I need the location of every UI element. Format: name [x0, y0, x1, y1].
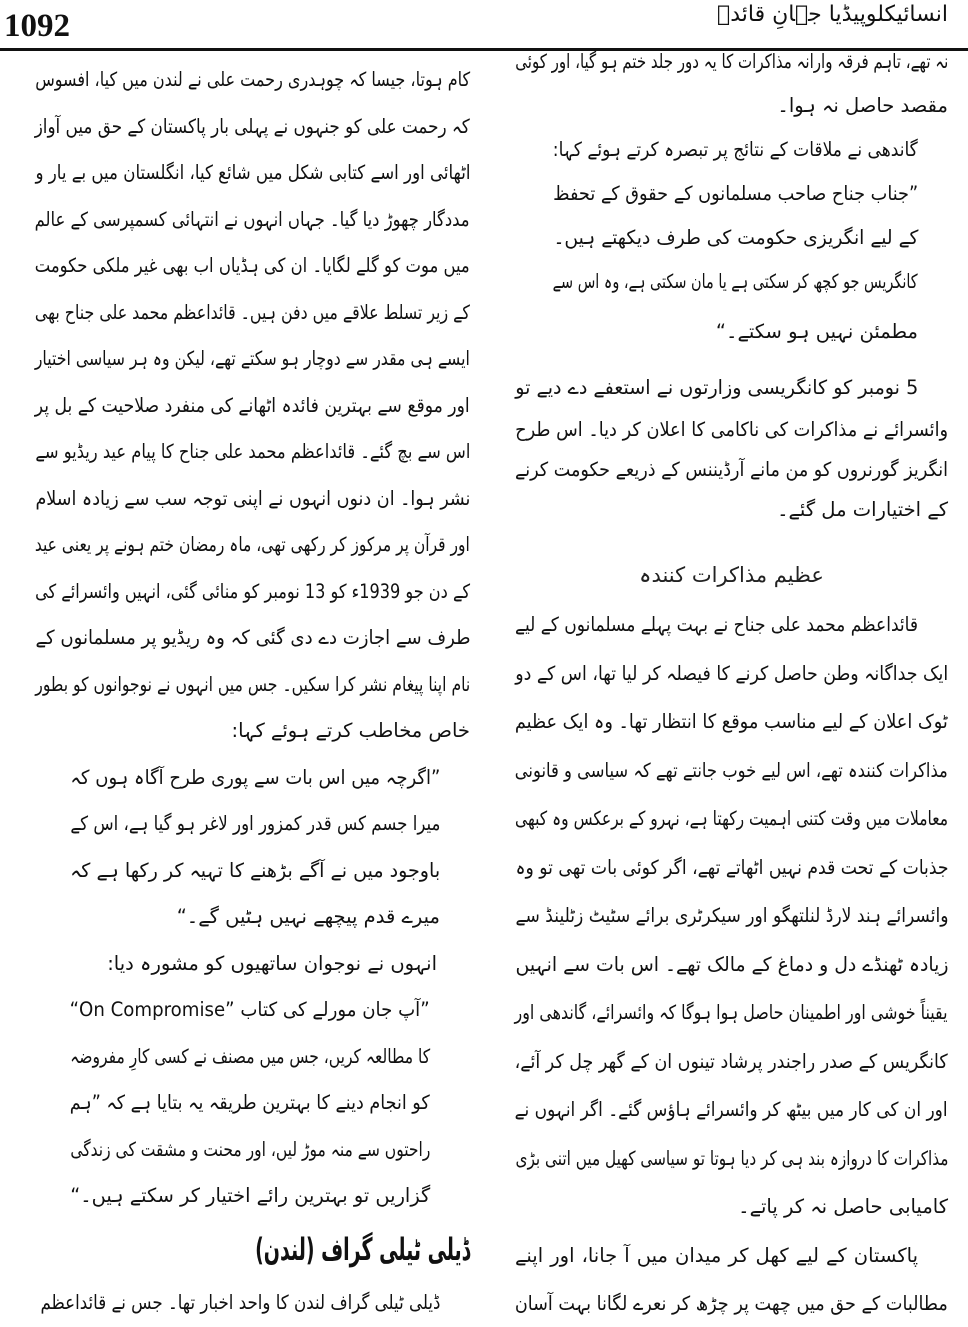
line-text: خاص مخاطب کرتے ہوئے کہا:: [231, 719, 470, 742]
line-text: معاملات میں وقت کتنی اہمیت رکھتا ہے، نہرو کے برعکس وہ کبھی: [515, 807, 948, 830]
right-column-line: [515, 1142, 948, 1176]
line-text: کا مطالعہ کریں، جس میں مصنف نے کسی کارِ مفروضہ: [69, 1044, 430, 1068]
line-text: انگریز گورنروں کو من مانے آرڈیننس کے ذریعے حکومت کرنے: [514, 458, 948, 481]
line-text: کے لیے انگریزی حکومت کی طرف دیکھتے ہیں۔: [552, 226, 918, 249]
right-column-line: [515, 996, 948, 1030]
line-text: ٹوک اعلان کے لیے مناسب موقع کا انتظار تھا۔ وہ ایک عظیم: [515, 710, 948, 733]
right-column-line: [553, 265, 918, 299]
line-text: گزاریں تو بہترین رائے اختیار کر سکتے ہیں۔“: [69, 1184, 430, 1207]
line-text: یقیناً خوشی اور اطمینان حاصل ہوا ہوگا کہ وائسرائے، گاندھی اور: [514, 1001, 948, 1024]
line-text: اٹھائی اور اسے کتابی شکل میں شائع کیا، انگلستان میں بے یار و: [35, 161, 470, 184]
line-text: زیادہ ٹھنڈے دل و دماغ کے مالک تھے۔ اس بات سے انہیں: [515, 952, 948, 976]
left-column-line: [35, 528, 470, 562]
line-text: کانگریس کے صدر راجندر پرشاد تینوں ان کے گھر چل کر آئے،: [514, 1049, 948, 1073]
line-text: پاکستان کے لیے کھل کر میدان میں آ جانا، اور اپنے: [515, 1243, 918, 1267]
left-column-line: [70, 900, 440, 934]
right-column-line: [553, 315, 918, 349]
left-column-line: [35, 110, 470, 144]
line-text: وائسرائے نے مذاکرات کی ناکامی کا اعلان کر دیا۔ اس طرح: [515, 418, 948, 441]
line-text: انہوں نے نوجوان ساتھیوں کو مشورہ دیا:: [107, 951, 437, 975]
left-column-line: [70, 947, 437, 981]
left-column-line: [70, 1040, 430, 1074]
right-column-line: [515, 493, 948, 527]
left-column-line: [35, 389, 470, 423]
line-text: گاندھی نے ملاقات کے نتائج پر تبصرہ کرتے ہوئے کہا:: [552, 138, 918, 161]
right-column-line: [515, 899, 948, 933]
line-text: نشر ہوا۔ ان دنوں انہوں نے اپنی توجہ سب سے زیادہ اسلام: [34, 486, 470, 510]
line-text: ڈیلی ٹیلی گراف لندن کا واحد اخبار تھا۔ جس نے قائداعظم: [39, 1291, 440, 1314]
line-text: جذبات کے تحت قدم نہیں اٹھاتے تھے، اگر کوئی بات تھی تو وہ: [515, 855, 948, 879]
line-text: اور ان کی کار میں بیٹھ کر وائسرائے ہاؤس گئے۔ اگر انہوں نے: [515, 1098, 948, 1121]
line-text: ایسے ہی مقدر سے دوچار ہو سکتے تھے، لیکن وہ ہر سیاسی اختیار: [34, 347, 470, 370]
right-column-line: [515, 657, 948, 691]
line-text: قائداعظم محمد علی جناح نے بہت پہلے مسلمانوں کے لیے: [515, 613, 918, 636]
left-column-line: [70, 1086, 430, 1120]
left-column-line: [35, 342, 470, 376]
line-text: نام اپنا پیغام نشر کرا سکیں۔ جس میں انہوں نے نوجوانوں کو بطور: [34, 672, 470, 696]
line-text: ”جناب جناح صاحب مسلمانوں کے حقوق کے تحفظ: [552, 182, 918, 205]
line-text: میں موت کو گلے لگایا۔ ان کی ہڈیاں اب بھی غیر ملکی حکومت: [35, 254, 470, 277]
left-column-line: [35, 203, 470, 237]
line-text: نہ تھے، تاہم فرقہ وارانہ مذاکرات کا یہ دور جلد ختم ہو گیا، اور کوئی: [514, 50, 948, 73]
line-text: وائسرائے ہند لارڈ لنلتھگو اور سیکرٹری برائے سٹیٹ زٹلینڈ سے: [515, 904, 948, 927]
line-text: اس سے بچ گئے۔ قائداعظم محمد علی جناح کا پیام عید ریڈیو سے: [34, 440, 470, 463]
right-column-line: [515, 453, 948, 487]
right-column-line: [515, 1287, 948, 1321]
section-heading-large: [255, 1227, 470, 1273]
line-text: کے دن جو 1939ء کو 13 نومبر کو منائی گئی، انہیں وائسرائے کی: [34, 579, 470, 603]
left-column-line: [70, 1179, 430, 1213]
right-column-line: [515, 1190, 948, 1224]
running-header-title: انسائیکلوپیڈیا جہانِ قائدؒ: [717, 2, 948, 27]
line-text: کامیابی حاصل نہ کر پاتے۔: [738, 1195, 948, 1218]
line-text: کے زیر تسلط علاقے میں دفن ہیں۔ قائداعظم محمد علی جناح بھی: [35, 300, 470, 324]
right-column-line: [553, 133, 918, 167]
left-column-line: [35, 575, 470, 609]
right-column-line: [515, 754, 948, 788]
left-column-line: [35, 249, 470, 283]
line-text: اور موقع سے بہترین فائدہ اٹھانے کی منفرد صلاحیت کے بل پر: [34, 393, 470, 417]
right-column-line: [515, 851, 948, 885]
left-column-line: [35, 668, 470, 702]
line-text: مددگار چھوڑ دیا گیا۔ جہاں انہوں نے انتہائی کسمپرسی کے عالم: [35, 207, 470, 231]
line-text: کام ہوتا، جیسا کہ چوہدری رحمت علی نے لندن میں کیا، افسوس: [35, 68, 470, 91]
right-column-line: [553, 221, 918, 255]
right-column-line: [515, 1093, 948, 1127]
left-column-line: [35, 296, 470, 330]
right-column-line: [553, 177, 918, 211]
left-column-line: [35, 63, 470, 97]
left-column-line: [70, 854, 440, 888]
line-text: میرا جسم کس قدر کمزور اور لاغر ہو گیا ہے، اس کے: [70, 812, 440, 835]
line-text: طرف سے اجازت دے دی گئی کہ وہ ریڈیو پر مسلمانوں کے: [34, 626, 470, 649]
left-column-line: [35, 435, 470, 469]
line-text: ”اگرچہ میں اس بات سے پوری طرح آگاہ ہوں کہ: [69, 765, 440, 789]
line-text: راحتوں سے منہ موڑ لیں، اور محنت و مشقت کی زندگی: [70, 1137, 430, 1161]
left-column-line: [70, 761, 440, 795]
right-column-line: [515, 608, 918, 642]
line-text: کے اختیارات مل گئے۔: [777, 498, 948, 521]
right-column-line: [515, 705, 948, 739]
right-column-line: [515, 45, 948, 79]
line-text: مذاکرات کا دروازہ بند ہی کر دیا ہوتا تو سیاسی کھیل میں اتنی بڑی: [515, 1146, 948, 1170]
left-column-line: [40, 1286, 440, 1320]
right-column-line: [515, 1045, 948, 1079]
right-column-line: [515, 802, 948, 836]
right-column-line: [515, 1239, 918, 1273]
left-column-line: [70, 1133, 430, 1167]
line-text: 5 نومبر کو کانگریسی وزارتوں نے استعفے دے دیے تو: [515, 376, 918, 399]
section-heading: [515, 558, 948, 592]
right-column-line: [515, 89, 948, 123]
line-text: کو انجام دینے کا بہترین طریقہ یہ بتایا ہے کہ ”ہم: [69, 1091, 430, 1114]
left-column-line: [35, 156, 470, 190]
left-column-line: [70, 993, 430, 1027]
left-column-line: [35, 714, 470, 748]
left-column-line: [70, 807, 440, 841]
left-column-line: [35, 621, 470, 655]
line-text: مقصد حاصل نہ ہوا۔: [777, 94, 948, 117]
line-text: ”آپ جان مورلے کی کتاب ”On Compromise“: [69, 998, 430, 1021]
line-text: مطالبات کے حق میں چھت پر چڑھ کر نعرے لگانا بہت آسان: [515, 1292, 948, 1315]
line-text: کانگریس جو کچھ کر سکتی ہے یا مان سکتی ہے، وہ اس سے: [552, 270, 918, 293]
left-column-line: [35, 482, 470, 516]
right-column-line: [515, 948, 948, 982]
right-column-line: [515, 371, 918, 405]
line-text: کہ رحمت علی کو جنہوں نے پہلی بار پاکستان کے حق میں آواز: [34, 114, 470, 138]
right-column-line: [515, 413, 948, 447]
line-text: عظیم مذاکرات کنندہ: [639, 563, 824, 587]
page-number: 1092: [4, 8, 70, 44]
line-text: ایک جداگانہ وطن حاصل کرنے کا فیصلہ کر لیا تھا، اس کے دو: [515, 661, 948, 685]
line-text: مذاکرات کنندہ تھے، اس لیے خوب جانتے تھے کہ سیاسی و قانونی: [514, 758, 948, 782]
line-text: میرے قدم پیچھے نہیں ہٹیں گے۔“: [176, 905, 440, 928]
line-text: مطمئن نہیں ہو سکتے۔“: [715, 320, 918, 343]
line-text: باوجود میں نے آگے بڑھنے کا تہیہ کر رکھا ہے کہ: [69, 858, 440, 882]
line-text: ڈیلی ٹیلی گراف (لندن): [255, 1232, 470, 1268]
line-text: اور قرآن پر مرکوز کر رکھی تھی، ماہ رمضان ختم ہونے پر یعنی عید: [35, 533, 470, 556]
